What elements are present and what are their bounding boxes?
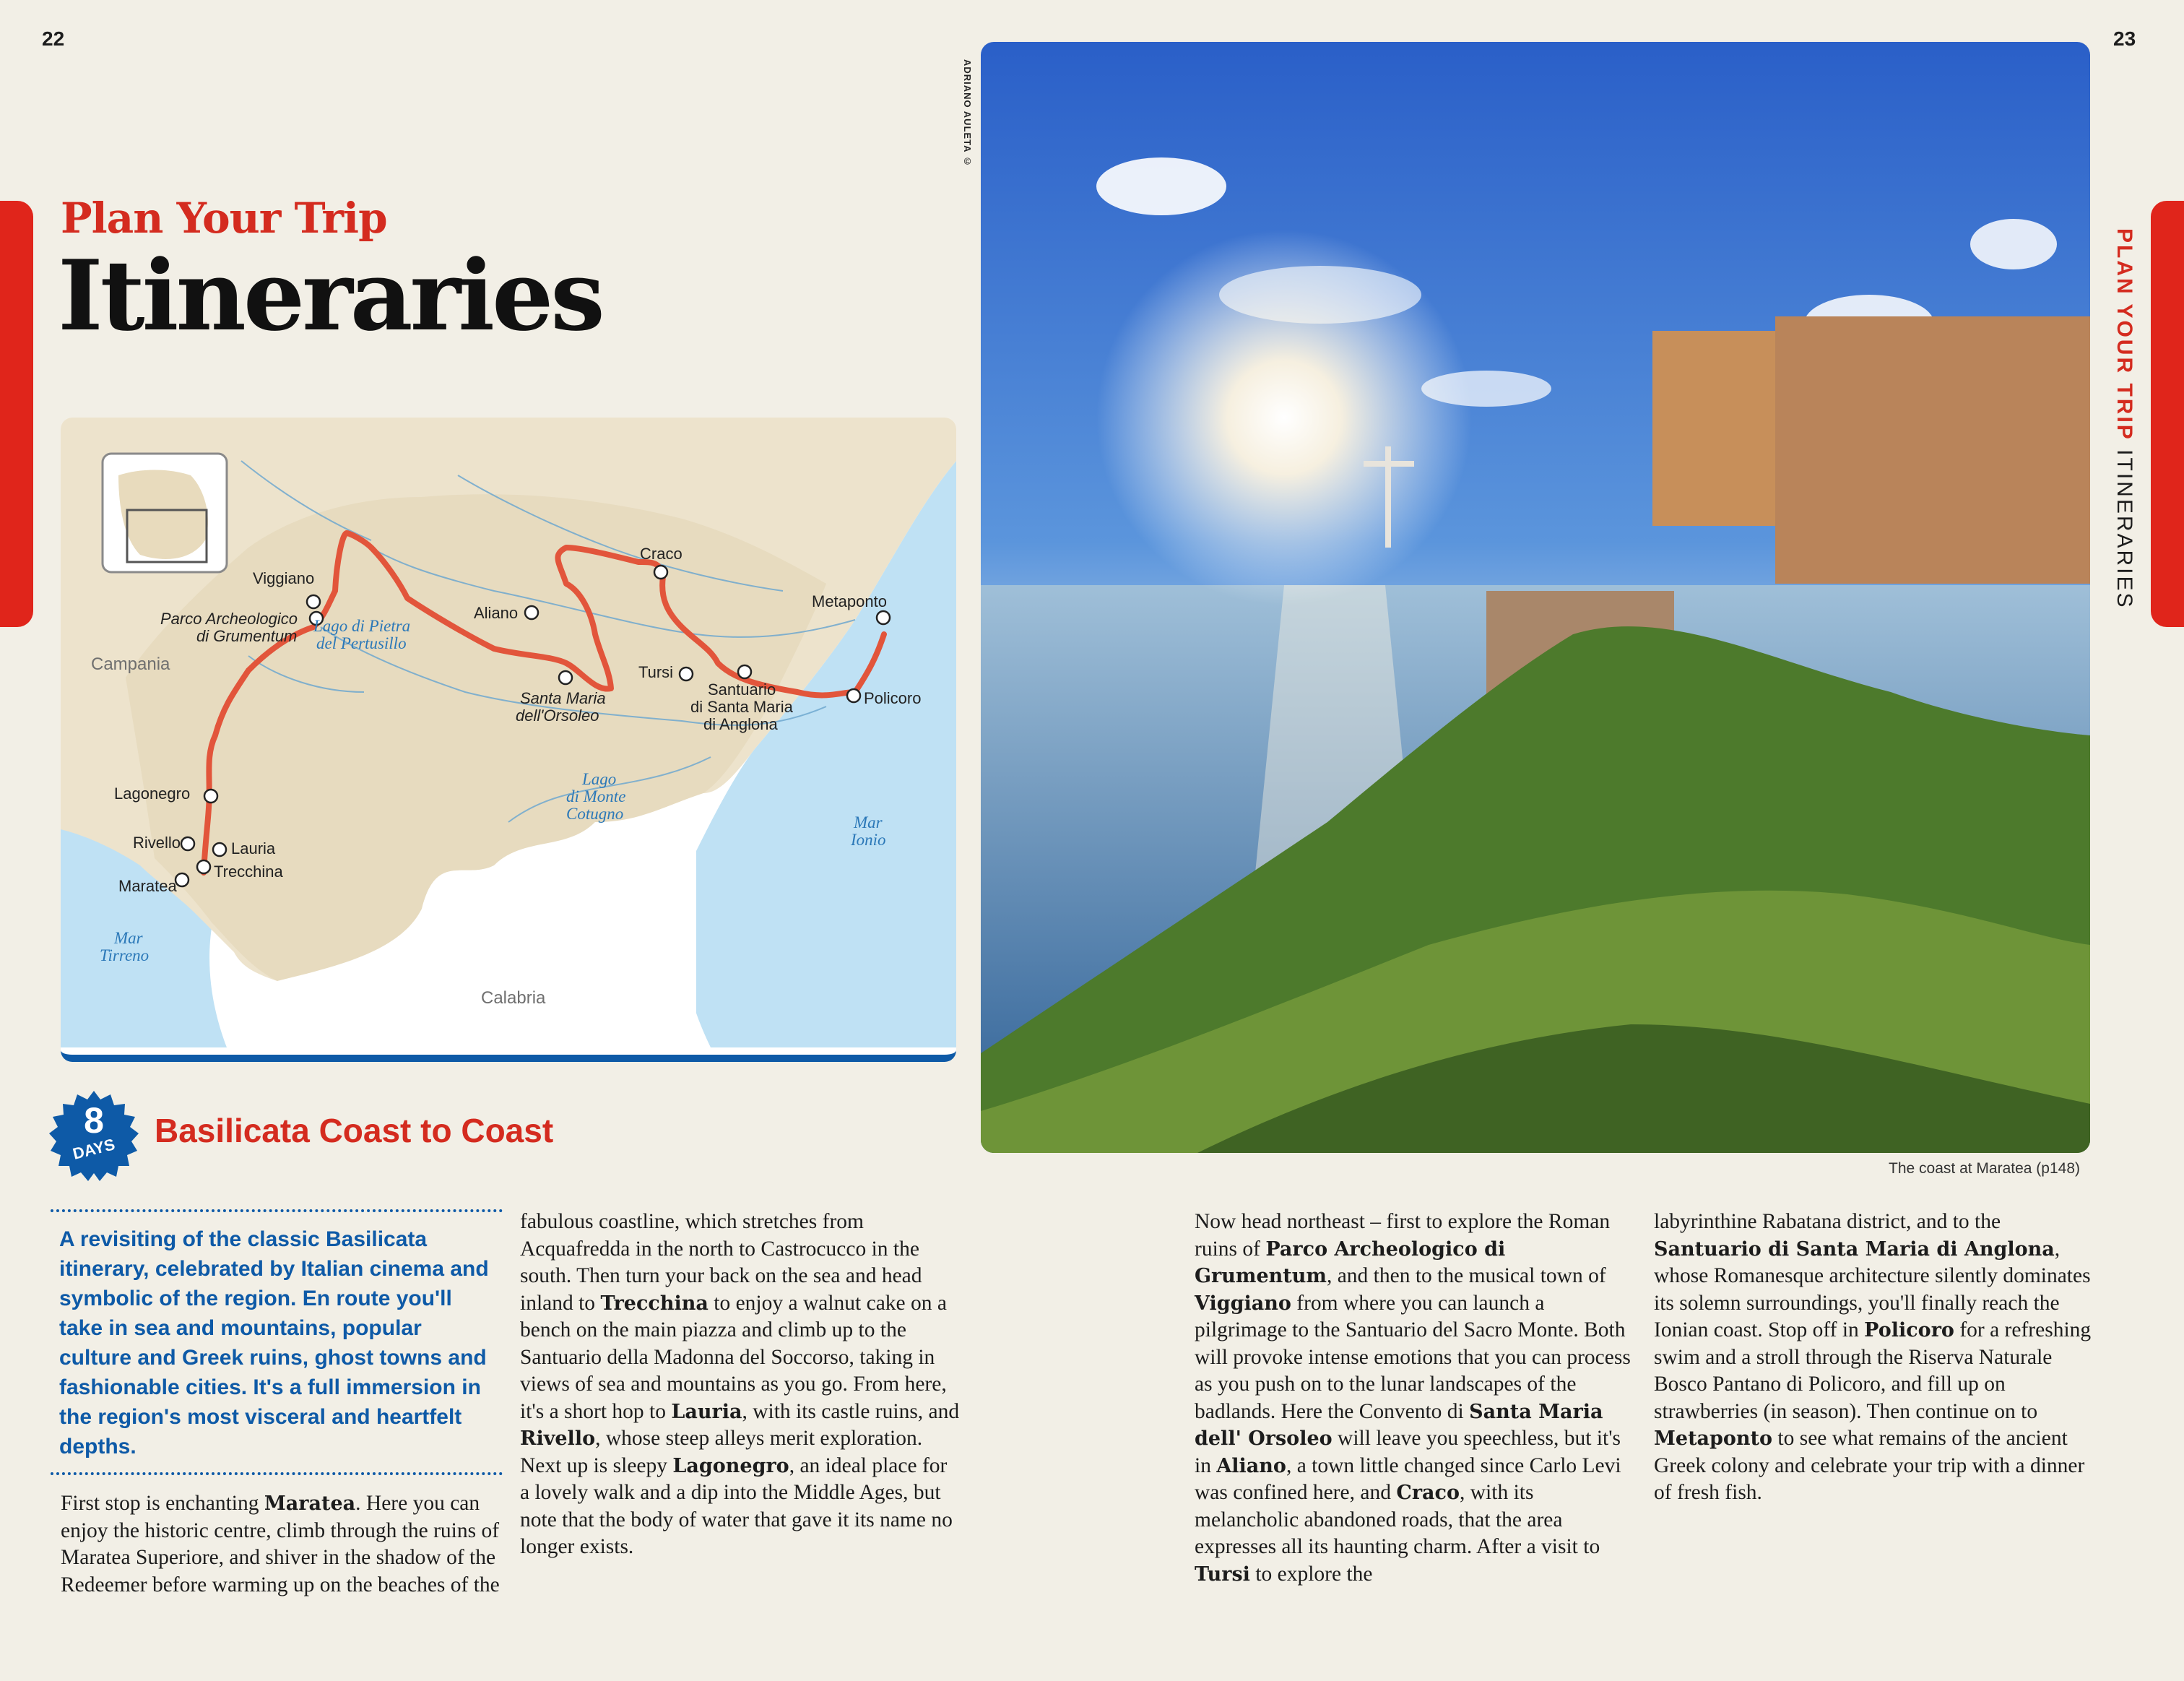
intro-rule-bottom — [51, 1472, 503, 1475]
place-policoro: Policoro — [1864, 1319, 1954, 1341]
label-craco: Craco — [640, 545, 682, 563]
label-santuario: Santuario — [708, 680, 776, 699]
intro-rule-top — [51, 1209, 503, 1212]
label-viggiano: Viggiano — [253, 569, 315, 587]
place-rivello: Rivello — [520, 1427, 596, 1450]
locator-inset — [103, 454, 227, 572]
label-lago-pietra: Lago di Pietra — [313, 617, 411, 635]
label-mar-ionio-1: Mar — [854, 813, 883, 831]
page-number-right: 23 — [2113, 27, 2136, 50]
place-maratea: Maratea — [264, 1492, 356, 1515]
badge-days-number: 8 — [84, 1100, 104, 1141]
map-graphic — [61, 418, 956, 1047]
body-column-2: fabulous coastline, which stretches from Acquafredda in the north to Castrocucco in the south. Then turn your back on the sea and head inland to Trecchina to enjoy a walnut cake on a bench on the main piazza and climb up to the Santuario della Madonna del Soccorso, taking in views of sea and mountains as you go. From here, it's a short hop to Lauria, with its castle ruins, and Rivello, whose steep alleys merit exploration. Next up is sleepy Lagonegro, an ideal place for a lovely walk and a dip into the Middle Ages, but note that the body of water that gave it its name no longer exists. — [520, 1210, 960, 1558]
place-tursi: Tursi — [1195, 1563, 1250, 1586]
label-di-monte: di Monte — [566, 787, 626, 805]
place-grumentum: Parco Archeologico di Grumentum — [1195, 1237, 1506, 1287]
right-edge-tab — [2151, 201, 2184, 627]
label-lago: Lago — [582, 770, 617, 788]
label-mar-tirreno-2: Tirreno — [100, 946, 150, 964]
route-title: Basilicata Coast to Coast — [155, 1112, 554, 1149]
place-trecchina: Trecchina — [600, 1292, 708, 1315]
place-anglona: Santuario di Santa Maria di Anglona — [1654, 1237, 2055, 1261]
photo-illustration — [981, 42, 2090, 1153]
label-trecchina: Trecchina — [214, 863, 283, 881]
section-kicker: Plan Your Trip — [61, 194, 387, 243]
label-calabria: Calabria — [481, 988, 546, 1008]
label-cotugno: Cotugno — [566, 805, 624, 823]
days-badge — [48, 1089, 140, 1182]
left-edge-tab — [0, 201, 33, 627]
place-craco: Craco — [1396, 1482, 1460, 1504]
place-lagonegro: Lagonegro — [672, 1454, 789, 1477]
label-del-pertusillo: del Pertusillo — [316, 634, 407, 652]
photo-credit: ADRIANO AULETA © — [962, 59, 973, 168]
side-label-prefix: PLAN YOUR TRIP — [2112, 228, 2136, 441]
body-column-4: labyrinthine Rabatana district, and to the Santuario di Santa Maria di Anglona, whose Romanesque architecture silently dominates its solemn surroundings, you'll finally reach the Ionian coast. Stop off in Policoro for a refreshing swim and a stroll through the Riserva Naturale Bosco Pantano di Policoro, and fill up on strawberries (in season). Then continue on to Metaponto to see what remains of the ancient Greek colony and celebrate your trip with a dinner of fresh fish. — [1654, 1210, 2092, 1504]
label-mar-ionio-2: Ionio — [851, 831, 886, 849]
label-di-santa-maria: di Santa Maria — [690, 698, 793, 716]
place-metaponto: Metaponto — [1654, 1427, 1773, 1450]
label-maratea: Maratea — [118, 877, 177, 895]
label-lauria: Lauria — [231, 839, 276, 857]
label-rivello: Rivello — [133, 834, 181, 852]
body-column-1: First stop is enchanting Maratea. Here you can enjoy the historic centre, climb through the ruins of Maratea Superiore, and shiver in the shadow of the Redeemer before warming up on the beaches of the — [61, 1492, 500, 1596]
label-policoro: Policoro — [864, 689, 922, 707]
label-di-anglona: di Anglona — [703, 715, 778, 733]
place-orsoleo: Santa Maria dell' Orsoleo — [1195, 1400, 1603, 1450]
intro-text: A revisiting of the classic Basilicata itinerary, celebrated by Italian cinema and symbolic of the region. En route you'll take in sea and mountains, popular culture and Greek ruins, ghost towns and fashionable cities. It's a full immersion in the region's most visceral and heartfelt depths. — [59, 1227, 489, 1459]
place-viggiano: Viggiano — [1195, 1292, 1291, 1315]
label-di-grumentum: di Grumentum — [196, 627, 298, 645]
route-map — [61, 418, 956, 1062]
place-aliano: Aliano — [1216, 1454, 1286, 1477]
label-campania: Campania — [91, 654, 170, 674]
page-title: Itineraries — [58, 238, 602, 353]
side-label-section: ITINERARIES — [2112, 449, 2136, 610]
badge-days-label: DAYS — [71, 1135, 117, 1163]
photo-caption: The coast at Maratea (p148) — [1889, 1160, 2080, 1177]
label-tursi: Tursi — [638, 663, 674, 681]
label-parco-archeologico: Parco Archeologico — [160, 610, 298, 628]
label-santa-maria: Santa Maria — [520, 689, 606, 707]
label-dellorsoleo: dell'Orsoleo — [516, 706, 599, 725]
place-lauria: Lauria — [671, 1400, 742, 1423]
label-mar-tirreno-1: Mar — [114, 929, 143, 947]
section-side-label — [2112, 228, 2136, 610]
body-column-3: Now head northeast – first to explore the Roman ruins of Parco Archeologico di Grumentum, and then to the musical town of Viggiano from where you can launch a pilgrimage to the Santuario del Sacro Monte. Both will provoke intense emotions that you can process as you push on to the lunar landscapes of the badlands. Here the Convento di Santa Maria dell' Orsoleo will leave you speechless, but it's in Aliano, a town little changed since Carlo Levi was confined here, and Craco, with its melancholic abandoned roads, that the area expresses all its haunting charm. After a visit to Tursi to explore the — [1195, 1210, 1631, 1586]
label-aliano: Aliano — [474, 604, 519, 622]
maratea-coast-photo — [981, 42, 2090, 1153]
label-lagonegro: Lagonegro — [114, 785, 191, 803]
label-metaponto: Metaponto — [812, 592, 887, 610]
page-number-left: 22 — [42, 27, 65, 50]
